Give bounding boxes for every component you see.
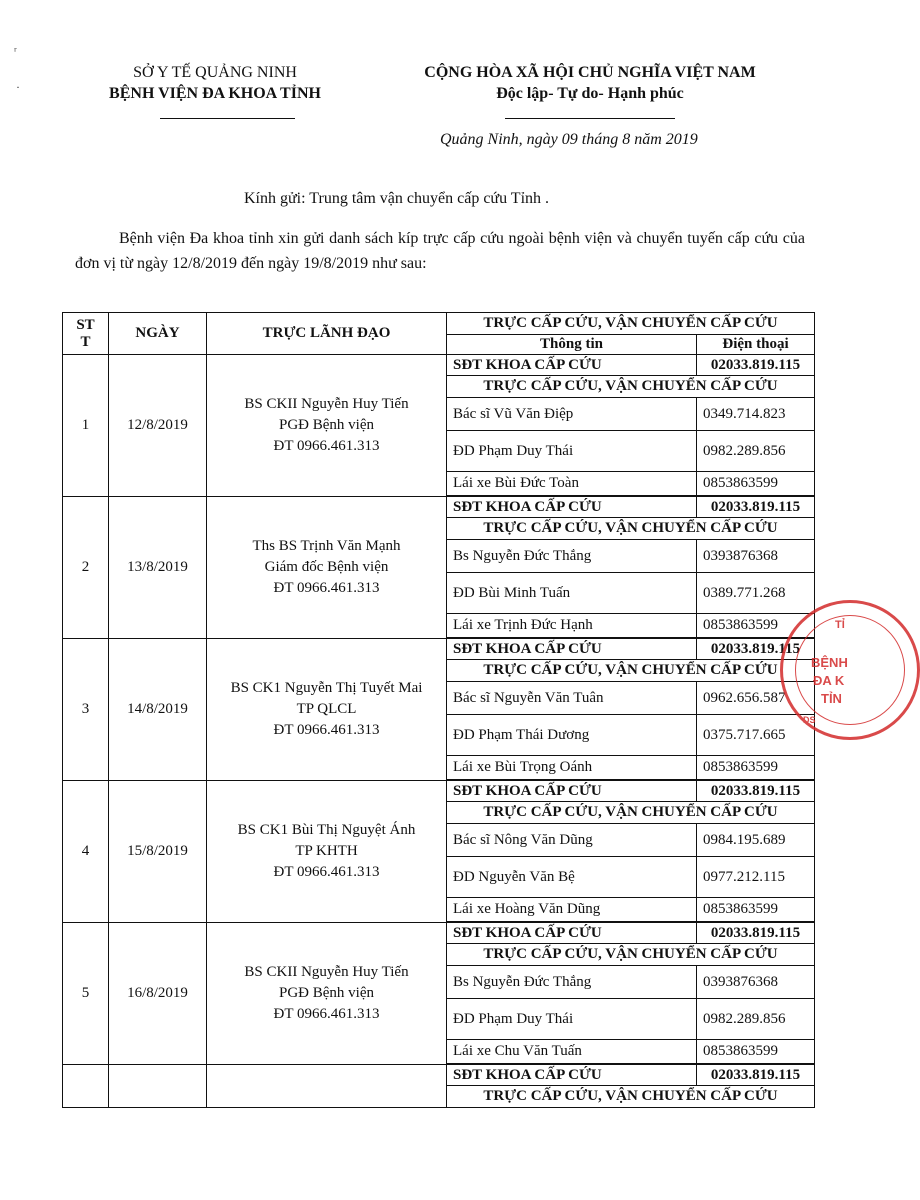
seal-inner-ring <box>795 615 905 725</box>
col-stt: ST T <box>63 313 109 355</box>
doctor-phone: 0393876368 <box>697 966 815 999</box>
nurse-phone: 0977.212.115 <box>697 857 815 898</box>
col-date: NGÀY <box>109 313 207 355</box>
doctor-name: Bác sĩ Nguyễn Văn Tuân <box>447 682 697 715</box>
dept-label: SĐT KHOA CẤP CỨU <box>447 923 697 944</box>
seal-top-text: TỈ <box>835 619 845 631</box>
col-leader: TRỰC LÃNH ĐẠO <box>207 313 447 355</box>
nurse-name: ĐD Phạm Duy Thái <box>447 431 697 472</box>
scan-mark-bottom: · <box>16 80 20 94</box>
doctor-phone: 0962.656.587 <box>697 682 815 715</box>
sub-header: TRỰC CẤP CỨU, VẬN CHUYỂN CẤP CỨU <box>447 376 815 398</box>
driver-phone: 0853863599 <box>697 1040 815 1064</box>
leader-name: BS CKII Nguyễn Huy Tiến <box>244 964 409 980</box>
document-date: Quảng Ninh, ngày 09 tháng 8 năm 2019 <box>440 131 698 148</box>
sub-header: TRỰC CẤP CỨU, VẬN CHUYỂN CẤP CỨU <box>447 802 815 824</box>
table-row <box>63 355 815 376</box>
dept-phone: 02033.819.115 <box>697 355 815 376</box>
nurse-phone: 0375.717.665 <box>697 715 815 756</box>
table-row <box>63 497 815 518</box>
row-date: 15/8/2019 <box>109 781 207 923</box>
row-stt: 5 <box>63 923 109 1065</box>
row-leader <box>207 781 447 923</box>
duty-roster-table <box>62 312 815 1108</box>
driver-phone: 0853863599 <box>697 614 815 638</box>
nurse-phone: 0389.771.268 <box>697 573 815 614</box>
leader-title: Giám đốc Bệnh viện <box>264 559 389 575</box>
leader-phone: ĐT 0966.461.313 <box>273 1006 380 1022</box>
col-group: TRỰC CẤP CỨU, VẬN CHUYỂN CẤP CỨU <box>447 313 815 335</box>
leader-name: Ths BS Trịnh Văn Mạnh <box>252 538 401 554</box>
dept-label: SĐT KHOA CẤP CỨU <box>447 497 697 518</box>
motto-underline <box>505 118 675 119</box>
sub-header: TRỰC CẤP CỨU, VẬN CHUYỂN CẤP CỨU <box>447 944 815 966</box>
seal-line-3: TỈN <box>821 691 842 706</box>
seal-bottom-text: DS <box>803 715 816 725</box>
dept-phone: 02033.819.115 <box>697 497 815 518</box>
issuer-underline <box>160 118 295 119</box>
driver-phone: 0853863599 <box>697 898 815 922</box>
dept-label: SĐT KHOA CẤP CỨU <box>447 781 697 802</box>
row-leader <box>207 923 447 1065</box>
sub-header: TRỰC CẤP CỨU, VẬN CHUYỂN CẤP CỨU <box>447 1086 815 1108</box>
dept-phone: 02033.819.115 <box>697 1065 815 1086</box>
dept-phone: 02033.819.115 <box>697 781 815 802</box>
leader-name: BS CKII Nguyễn Huy Tiến <box>244 396 409 412</box>
driver-phone: 0853863599 <box>697 472 815 496</box>
leader-phone: ĐT 0966.461.313 <box>273 580 380 596</box>
nurse-phone: 0982.289.856 <box>697 999 815 1040</box>
leader-phone: ĐT 0966.461.313 <box>273 864 380 880</box>
leader-title: TP KHTH <box>295 843 358 859</box>
nurse-name: ĐD Nguyễn Văn Bệ <box>447 857 697 898</box>
agency-name: SỞ Y TẾ QUẢNG NINH <box>133 64 297 81</box>
row-leader <box>207 497 447 639</box>
table-row <box>63 639 815 660</box>
row-date: 14/8/2019 <box>109 639 207 781</box>
leader-title: PGĐ Bệnh viện <box>279 417 374 433</box>
row-stt: 1 <box>63 355 109 497</box>
col-info: Thông tin <box>447 335 697 355</box>
dept-label: SĐT KHOA CẤP CỨU <box>447 639 697 660</box>
salutation: Kính gửi: Trung tâm vận chuyển cấp cứu Tỉnh . <box>244 190 550 207</box>
row-stt: 3 <box>63 639 109 781</box>
leader-phone: ĐT 0966.461.313 <box>273 722 380 738</box>
dept-phone: 02033.819.115 <box>697 639 815 660</box>
sub-header: TRỰC CẤP CỨU, VẬN CHUYỂN CẤP CỨU <box>447 660 815 682</box>
leader-title: TP QLCL <box>296 701 357 717</box>
seal-line-2: ĐA K <box>813 673 845 688</box>
doctor-phone: 0349.714.823 <box>697 398 815 431</box>
dept-label: SĐT KHOA CẤP CỨU <box>447 1065 697 1086</box>
scan-mark-top: ʳ <box>14 44 17 58</box>
driver-name: Lái xe Bùi Đức Toàn <box>447 472 697 496</box>
leader-phone: ĐT 0966.461.313 <box>273 438 380 454</box>
doctor-name: Bs Nguyễn Đức Thắng <box>447 540 697 573</box>
table-row <box>63 923 815 944</box>
driver-name: Lái xe Trịnh Đức Hạnh <box>447 614 697 638</box>
row-date: 16/8/2019 <box>109 923 207 1065</box>
row-date: 12/8/2019 <box>109 355 207 497</box>
hospital-name: BỆNH VIỆN ĐA KHOA TỈNH <box>109 85 321 102</box>
row-date: 13/8/2019 <box>109 497 207 639</box>
doctor-name: Bác sĩ Vũ Văn Điệp <box>447 398 697 431</box>
col-phone: Điện thoại <box>697 335 815 355</box>
issuer-block <box>100 62 330 104</box>
nurse-phone: 0982.289.856 <box>697 431 815 472</box>
sub-header: TRỰC CẤP CỨU, VẬN CHUYỂN CẤP CỨU <box>447 518 815 540</box>
dept-label: SĐT KHOA CẤP CỨU <box>447 355 697 376</box>
row-leader <box>207 355 447 497</box>
doctor-phone: 0393876368 <box>697 540 815 573</box>
table-row <box>63 781 815 802</box>
row-stt: 4 <box>63 781 109 923</box>
leader-title: PGĐ Bệnh viện <box>279 985 374 1001</box>
doctor-name: Bác sĩ Nông Văn Dũng <box>447 824 697 857</box>
row-stt: 2 <box>63 497 109 639</box>
nurse-name: ĐD Bùi Minh Tuấn <box>447 573 697 614</box>
hospital-seal <box>780 600 920 740</box>
republic-title: CỘNG HÒA XÃ HỘI CHỦ NGHĨA VIỆT NAM <box>424 64 756 81</box>
doctor-phone: 0984.195.689 <box>697 824 815 857</box>
motto: Độc lập- Tự do- Hạnh phúc <box>496 85 684 102</box>
table-row <box>63 1065 815 1086</box>
nurse-name: ĐD Phạm Duy Thái <box>447 999 697 1040</box>
row-leader-empty <box>207 1065 447 1108</box>
seal-line-1: BỆNH <box>811 655 848 670</box>
intro-paragraph: Bệnh viện Đa khoa tỉnh xin gửi danh sách kíp trực cấp cứu ngoài bệnh viện và chuyển tuyến cấp cứu của đơn vị từ ngày 12/8/2019 đến ngày 19/8/2019 như sau: <box>75 230 805 272</box>
leader-name: BS CK1 Bùi Thị Nguyệt Ánh <box>237 822 416 838</box>
driver-name: Lái xe Bùi Trọng Oánh <box>447 756 697 780</box>
row-stt-empty <box>63 1065 109 1108</box>
driver-name: Lái xe Hoàng Văn Dũng <box>447 898 697 922</box>
row-leader <box>207 639 447 781</box>
leader-name: BS CK1 Nguyễn Thị Tuyết Mai <box>230 680 423 696</box>
dept-phone: 02033.819.115 <box>697 923 815 944</box>
national-title-block <box>380 62 800 104</box>
nurse-name: ĐD Phạm Thái Dương <box>447 715 697 756</box>
doctor-name: Bs Nguyễn Đức Thắng <box>447 966 697 999</box>
row-date-empty <box>109 1065 207 1108</box>
driver-phone: 0853863599 <box>697 756 815 780</box>
driver-name: Lái xe Chu Văn Tuấn <box>447 1040 697 1064</box>
